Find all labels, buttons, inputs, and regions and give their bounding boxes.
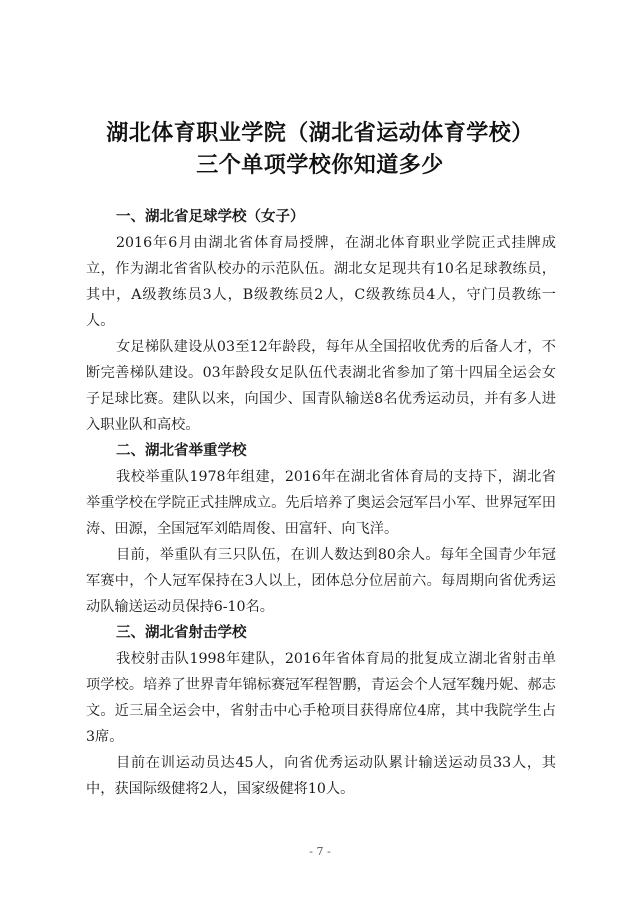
paragraph: 目前，举重队有三只队伍，在训人数达到80余人。每年全国青少年冠军赛中，个人冠军保持在3人以上，团体总分位居前六。每周期向省优秀运动队输送运动员保持6-10名。 (86, 547, 556, 615)
paragraph: 我校举重队1978年组建，2016年在湖北省体育局的支持下，湖北省举重学校在学院正式挂牌成立。先后培养了奥运会冠军吕小军、世界冠军田涛、田源，全国冠军刘皓周俊、田富轩、向飞洋。 (86, 469, 556, 537)
document-body (86, 204, 556, 802)
paragraph: 我校射击队1998年建队，2016年省体育局的批复成立湖北省射击单项学校。培养了世界青年锦标赛冠军程智鹏，青运会个人冠军魏丹妮、郝志文。近三届全运会中，省射击中心手枪项目获得席位4席，其中我院学生占3席。 (86, 651, 556, 745)
paragraph: 目前在训运动员达45人，向省优秀运动队累计输送运动员33人，其中，获国际级健将2人，国家级健将10人。 (86, 755, 556, 797)
section-shooting (86, 620, 556, 802)
section-heading: 二、湖北省举重学校 (116, 443, 247, 459)
paragraph: 女足梯队建设从03至12年龄段，每年从全国招收优秀的后备人才，不断完善梯队建设。03年龄段女足队伍代表湖北省参加了第十四届全运会女子足球比赛。建队以来，向国少、国青队输送8名优秀运动员，并有多人进入职业队和高校。 (86, 339, 556, 433)
document-title-line-1: 湖北体育职业学院（湖北省运动体育学校） (106, 121, 534, 146)
paragraph: 2016年6月由湖北省体育局授牌，在湖北体育职业学院正式挂牌成立，作为湖北省省队校办的示范队伍。湖北女足现共有10名足球教练员，其中，A级教练员3人，B级教练员2人，C级教练员4人，守门员教练一人。 (86, 235, 556, 329)
document-title-line-2: 三个单项学校你知道多少 (196, 153, 444, 178)
section-heading: 一、湖北省足球学校（女子） (116, 209, 305, 225)
section-weightlifting (86, 438, 556, 620)
section-heading: 三、湖北省射击学校 (116, 625, 247, 641)
page-number: - 7 - (309, 845, 331, 858)
section-football (86, 204, 556, 438)
